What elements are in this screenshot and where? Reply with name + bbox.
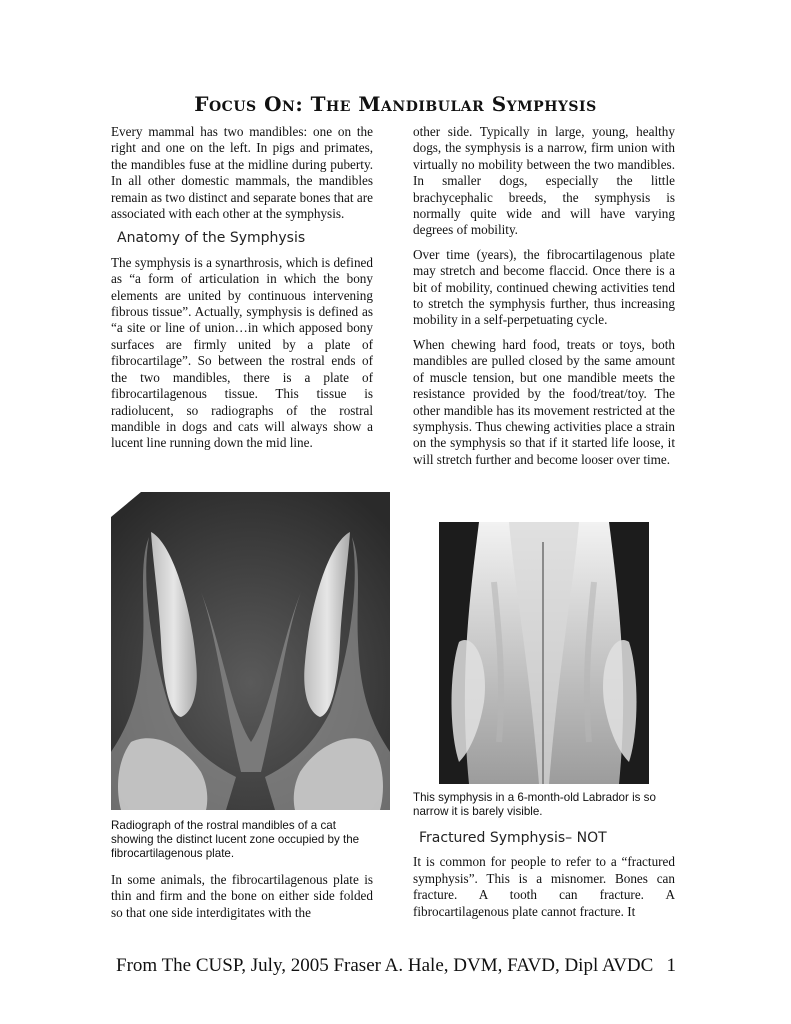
chewing-paragraph: When chewing hard food, treats or toys, both mandibles are pulled closed by the same amount of muscle tension, but one mandible meets the resistance provided by the food/treat/toy. The other mandible has its movement restricted at the symphysis. Thus chewing activities place a strain on the symphysis so that if it started life loose, it will stretch further and become looser over time. (413, 336, 675, 467)
fibrocartilage-stretch-paragraph: Over time (years), the fibrocartilagenous plate may stretch and become flaccid. Once there is a bit of mobility, continued chewing activities tend to stretch the symphysis further, thus increasing mobility in a self-perpetuating cycle. (413, 246, 675, 328)
labrador-radiograph-image (439, 522, 649, 784)
page-number: 1 (666, 955, 676, 976)
section-heading-fractured: Fractured Symphysis– NOT (419, 830, 607, 846)
page-title: Focus On: The Mandibular Symphysis (194, 92, 597, 116)
left-column-bottom (111, 872, 373, 929)
cat-radiograph-caption: Radiograph of the rostral mandibles of a cat showing the distinct lucent zone occupied by the fibrocartilagenous plate. (111, 819, 360, 860)
labrador-symphysis-radiograph (439, 522, 649, 784)
interdigitation-paragraph: In some animals, the fibrocartilagenous plate is thin and firm and the bone on either side folded so that one side interdigitates with the (111, 872, 373, 920)
cat-radiograph-image (111, 492, 390, 810)
fractured-paragraph: It is common for people to refer to a “fractured symphysis”. This is a misnomer. Bones can fracture. A tooth can fracture. A fibrocartilagenous plate cannot fracture. It (413, 854, 675, 919)
intro-paragraph: Every mammal has two mandibles: one on the right and one on the left. In pigs and primates, the mandibles fuse at the midline during puberty. In all other domestic mammals, the mandibles remain as two distinct and separate bones that are associated with each other at the symphysis. (111, 124, 373, 222)
labrador-radiograph-caption: This symphysis in a 6-month-old Labrador is so narrow it is barely visible. (413, 791, 656, 818)
anatomy-paragraph: The symphysis is a synarthrosis, which is defined as “a form of articulation in which the bony elements are united by continuous intervening fibrous tissue”. Actually, symphysis is defined as “a site or line of union…in which apposed bony surfaces are firmly united by a plate of fibrocartilage”. So between the rostral ends of the two mandibles, there is a plate of fibrocartilagenous tissue. This tissue is radiolucent, so radiographs of the rostral mandible in dogs and cats will always show a lucent line running down the mid line. (111, 254, 373, 451)
continued-paragraph: other side. Typically in large, young, healthy dogs, the symphysis is a narrow, firm union with virtually no mobility between the two mandibles. In smaller dogs, especially the little brachycephalic breeds, the symphysis is normally quite wide and will have varying degrees of mobility. (413, 124, 675, 238)
right-column (413, 124, 675, 476)
right-column-bottom (413, 824, 675, 928)
section-heading-anatomy: Anatomy of the Symphysis (117, 230, 306, 247)
footer-source: From The CUSP, July, 2005 Fraser A. Hale, DVM, FAVD, Dipl AVDC (116, 955, 654, 976)
page-footer (116, 955, 676, 977)
left-column (111, 124, 373, 460)
cat-mandible-radiograph (111, 492, 390, 810)
